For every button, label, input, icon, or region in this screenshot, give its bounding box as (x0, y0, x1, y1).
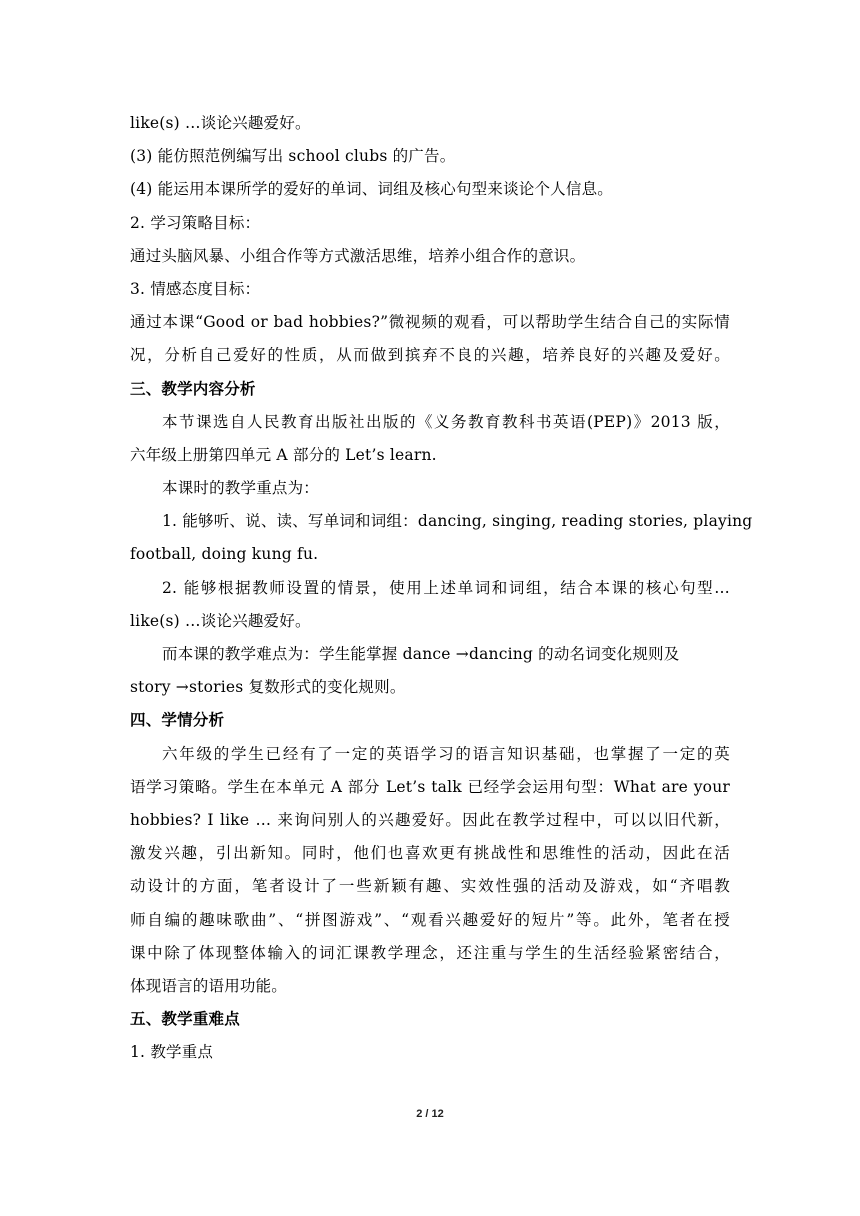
text-line: 1. 教学重点 (130, 1043, 214, 1062)
text-line: 2. 能够根据教师设置的情景，使用上述单词和词组，结合本课的核心句型… (162, 578, 730, 597)
text-line: 2. 学习策略目标： (130, 213, 261, 232)
text-line: 本节课选自人民教育出版社出版的《义务教育教科书英语(PEP)》2013 版， (162, 412, 730, 431)
text-line: football, doing kung fu. (130, 545, 319, 564)
section-heading: 三、教学内容分析 (130, 379, 256, 398)
page-number: 2 / 12 (416, 1108, 444, 1120)
section-heading: 四、学情分析 (130, 711, 225, 730)
text-line: 六年级的学生已经有了一定的英语学习的语言知识基础，也掌握了一定的英 (162, 744, 730, 763)
text-line: 动设计的方面，笔者设计了一些新颖有趣、实效性强的活动及游戏，如“齐唱教 (130, 877, 730, 896)
section-heading: 五、教学重难点 (130, 1010, 240, 1029)
text-line: story →stories 复数形式的变化规则。 (130, 678, 406, 697)
text-line: 体现语言的语用功能。 (130, 976, 288, 995)
text-line: 通过头脑风暴、小组合作等方式激活思维，培养小组合作的意识。 (130, 246, 586, 265)
text-line: like(s) …谈论兴趣爱好。 (130, 114, 311, 132)
text-line: 本课时的教学重点为： (162, 479, 320, 498)
text-line: like(s) …谈论兴趣爱好。 (130, 611, 311, 630)
text-line: 师自编的趣味歌曲”、“拼图游戏”、“观看兴趣爱好的短片”等。此外，笔者在授 (130, 910, 730, 929)
page-body (130, 107, 753, 1069)
text-line: 而本课的教学难点为：学生能掌握 dance →dancing 的动名词变化规则及 (162, 645, 680, 663)
text-line: 1. 能够听、说、读、写单词和词组：dancing, singing, reading stories, playing (162, 512, 753, 531)
text-line: 通过本课“Good or bad hobbies?”微视频的观看，可以帮助学生结合自己的实际情 (130, 313, 730, 332)
text-line: 激发兴趣，引出新知。同时，他们也喜欢更有挑战性和思维性的活动，因此在活 (130, 844, 730, 863)
text-line: hobbies? I like … 来询问别人的兴趣爱好。因此在教学过程中，可以以旧代新， (130, 810, 730, 829)
text-line: (3) 能仿照范例编写出 school clubs 的广告。 (130, 147, 456, 166)
text-line: 3. 情感态度目标： (130, 279, 261, 298)
text-line: 课中除了体现整体输入的词汇课教学理念，还注重与学生的生活经验紧密结合， (130, 943, 730, 962)
text-line: 六年级上册第四单元 A 部分的 Let’s learn. (130, 445, 437, 464)
text-line: 况，分析自己爱好的性质，从而做到摈弃不良的兴趣，培养良好的兴趣及爱好。 (130, 346, 730, 365)
text-line: (4) 能运用本课所学的爱好的单词、词组及核心句型来谈论个人信息。 (130, 180, 613, 199)
text-line: 语学习策略。学生在本单元 A 部分 Let’s talk 已经学会运用句型：What are your (130, 777, 730, 796)
